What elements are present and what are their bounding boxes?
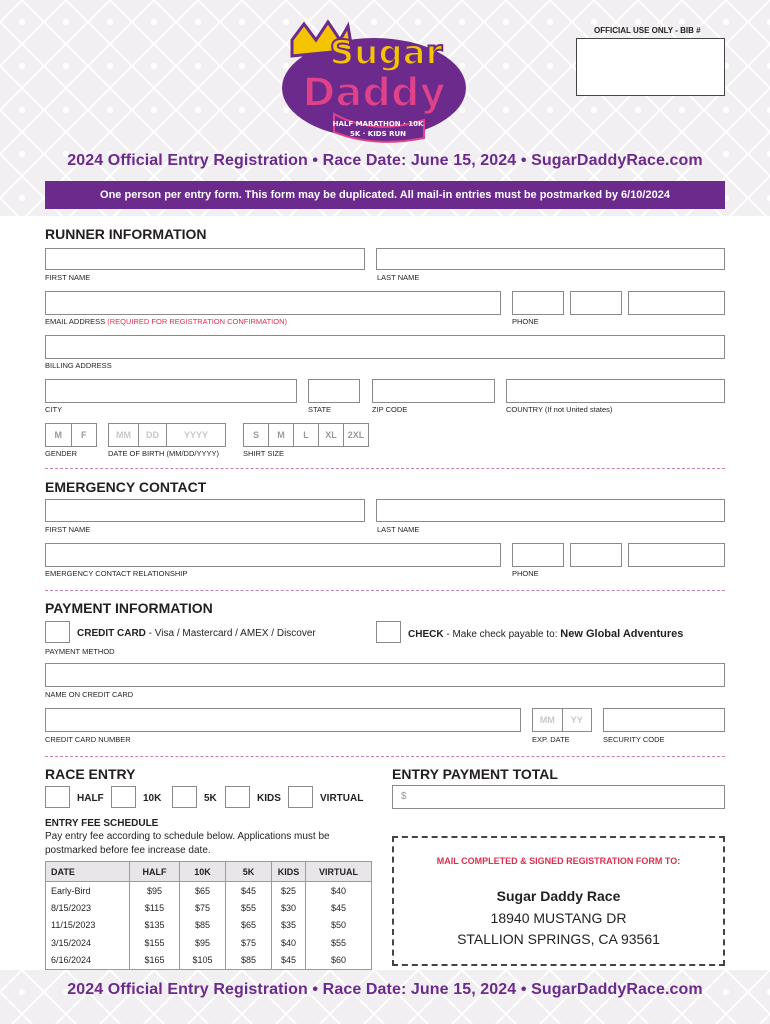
- credit-card-checkbox[interactable]: [45, 621, 70, 643]
- fee-cell: $45: [226, 882, 272, 900]
- fee-cell: $105: [180, 952, 226, 970]
- logo-ribbon1: HALF MARATHON · 10K: [332, 120, 424, 128]
- section-divider: [45, 756, 725, 757]
- city-label: CITY: [45, 405, 63, 414]
- fee-cell: $165: [130, 952, 180, 970]
- race-virtual-label: VIRTUAL: [320, 793, 364, 804]
- table-row: [46, 917, 372, 935]
- section-divider: [45, 590, 725, 591]
- fee-cell: $45: [306, 899, 372, 917]
- name-on-card-input[interactable]: [45, 663, 725, 687]
- shirt-option-s[interactable]: S: [244, 424, 269, 446]
- fee-cell: $85: [226, 952, 272, 970]
- fee-cell: $75: [180, 899, 226, 917]
- mail-heading: MAIL COMPLETED & SIGNED REGISTRATION FORM TO:: [436, 856, 681, 866]
- state-input[interactable]: [308, 379, 360, 403]
- runner-first-name-input[interactable]: [45, 248, 365, 270]
- state-label: STATE: [308, 405, 332, 414]
- fee-cell: $55: [306, 934, 372, 952]
- fee-table: [45, 861, 372, 970]
- fee-cell: $155: [130, 934, 180, 952]
- sugar-daddy-logo: [274, 16, 474, 148]
- fee-col-date: DATE: [46, 862, 130, 882]
- security-code-label: SECURITY CODE: [603, 735, 665, 744]
- emergency-first-name-label: FIRST NAME: [45, 525, 91, 534]
- emergency-phone-prefix-input[interactable]: [570, 543, 622, 567]
- fee-cell: $35: [272, 917, 306, 935]
- race-half-checkbox[interactable]: [45, 786, 70, 808]
- payment-method-label: PAYMENT METHOD: [45, 647, 115, 656]
- gender-selector[interactable]: [45, 423, 97, 447]
- runner-email-label: EMAIL ADDRESS (REQUIRED FOR REGISTRATION CONFIRMATION): [45, 317, 287, 326]
- dob-month[interactable]: MM: [109, 424, 139, 446]
- runner-section-title: RUNNER INFORMATION: [45, 226, 207, 242]
- footer-title: 2024 Official Entry Registration • Race Date: June 15, 2024 • SugarDaddyRace.com: [67, 981, 703, 998]
- city-input[interactable]: [45, 379, 297, 403]
- shirt-option-m[interactable]: M: [269, 424, 294, 446]
- logo-ribbon2: 5K · KIDS RUN: [349, 130, 407, 138]
- security-code-input[interactable]: [603, 708, 725, 732]
- fee-schedule-note: Pay entry fee according to schedule below. Applications must be postmarked before fee increase date.: [45, 831, 330, 856]
- fee-table-header: [46, 862, 372, 882]
- zip-label: ZIP CODE: [372, 405, 408, 414]
- gender-label: GENDER: [45, 449, 78, 458]
- fee-cell: $50: [306, 917, 372, 935]
- section-divider: [45, 468, 725, 469]
- exp-date-label: EXP. DATE: [532, 735, 570, 744]
- fee-cell: $65: [180, 882, 226, 900]
- fee-cell: 3/15/2024: [46, 934, 130, 952]
- email-required-note: (REQUIRED FOR REGISTRATION CONFIRMATION): [107, 317, 287, 326]
- fee-col-kids: KIDS: [272, 862, 306, 882]
- race-10k-label: 10K: [143, 793, 162, 804]
- fee-col-virtual: VIRTUAL: [306, 862, 372, 882]
- emergency-relationship-input[interactable]: [45, 543, 501, 567]
- fee-cell: $75: [226, 934, 272, 952]
- gender-option-f[interactable]: F: [81, 430, 87, 440]
- exp-month[interactable]: MM: [533, 709, 563, 731]
- emergency-phone-line-input[interactable]: [628, 543, 725, 567]
- table-row: [46, 934, 372, 952]
- fee-cell: $40: [306, 882, 372, 900]
- fee-col-10k: 10K: [180, 862, 226, 882]
- fee-col-half: HALF: [130, 862, 180, 882]
- country-label: COUNTRY (If not United states): [506, 405, 613, 414]
- shirt-option-xl[interactable]: XL: [319, 424, 344, 446]
- fee-cell: Early-Bird: [46, 882, 130, 900]
- check-option: CHECK - Make check payable to: New Global Adventures: [408, 628, 684, 640]
- fee-cell: $25: [272, 882, 306, 900]
- emergency-last-name-label: LAST NAME: [377, 525, 420, 534]
- race-5k-checkbox[interactable]: [172, 786, 197, 808]
- card-number-label: CREDIT CARD NUMBER: [45, 735, 131, 744]
- fee-cell: $135: [130, 917, 180, 935]
- bib-label: OFFICIAL USE ONLY - BIB #: [594, 26, 701, 35]
- dob-label: DATE OF BIRTH (MM/DD/YYYY): [108, 449, 219, 458]
- fee-cell: $40: [272, 934, 306, 952]
- shirt-option-l[interactable]: L: [294, 424, 319, 446]
- billing-address-label: BILLING ADDRESS: [45, 361, 112, 370]
- fee-cell: $55: [226, 899, 272, 917]
- exp-year[interactable]: YY: [570, 715, 583, 725]
- table-row: [46, 952, 372, 970]
- fee-cell: 8/15/2023: [46, 899, 130, 917]
- fee-cell: 6/16/2024: [46, 952, 130, 970]
- notice-banner: One person per entry form. This form may be duplicated. All mail-in entries must be postmarked by 6/10/2024: [45, 181, 725, 209]
- zip-input[interactable]: [372, 379, 495, 403]
- logo-line2: Daddy: [302, 70, 446, 116]
- runner-phone-line-input[interactable]: [628, 291, 725, 315]
- fee-cell: $95: [130, 882, 180, 900]
- runner-last-name-input[interactable]: [376, 248, 725, 270]
- payment-total-title: ENTRY PAYMENT TOTAL: [392, 766, 558, 782]
- fee-cell: $45: [272, 952, 306, 970]
- fee-cell: $60: [306, 952, 372, 970]
- name-on-card-label: NAME ON CREDIT CARD: [45, 690, 134, 699]
- country-input[interactable]: [506, 379, 725, 403]
- card-number-input[interactable]: [45, 708, 521, 732]
- credit-card-option: CREDIT CARD - Visa / Mastercard / AMEX / Discover: [77, 628, 316, 639]
- runner-first-name-label: FIRST NAME: [45, 273, 91, 282]
- shirt-size-label: SHIRT SIZE: [243, 449, 284, 458]
- shirt-option-2xl[interactable]: 2XL: [347, 430, 365, 440]
- page-title: 2024 Official Entry Registration • Race Date: June 15, 2024 • SugarDaddyRace.com: [67, 152, 703, 169]
- race-half-label: HALF: [77, 793, 104, 804]
- emergency-phone-label: PHONE: [512, 569, 539, 578]
- race-entry-title: RACE ENTRY: [45, 766, 136, 782]
- fee-cell: $30: [272, 899, 306, 917]
- dob-input[interactable]: [108, 423, 226, 447]
- bib-box: [576, 38, 725, 96]
- race-5k-label: 5K: [204, 793, 217, 804]
- logo-line1: Sugar: [329, 33, 443, 73]
- billing-address-input[interactable]: [45, 335, 725, 359]
- check-checkbox[interactable]: [376, 621, 401, 643]
- race-10k-checkbox[interactable]: [111, 786, 136, 808]
- table-row: [46, 899, 372, 917]
- mail-city: STALLION SPRINGS, CA 93561: [457, 931, 660, 947]
- emergency-relationship-label: EMERGENCY CONTACT RELATIONSHIP: [45, 569, 188, 578]
- race-kids-label: KIDS: [257, 793, 281, 804]
- mail-recipient: Sugar Daddy Race: [496, 888, 621, 904]
- fee-cell: $65: [226, 917, 272, 935]
- runner-email-input[interactable]: [45, 291, 501, 315]
- fee-col-5k: 5K: [226, 862, 272, 882]
- dob-day[interactable]: DD: [139, 424, 167, 446]
- race-kids-checkbox[interactable]: [225, 786, 250, 808]
- dob-year[interactable]: YYYY: [183, 430, 208, 440]
- mail-street: 18940 MUSTANG DR: [490, 910, 627, 926]
- emergency-phone-area-input[interactable]: [512, 543, 564, 567]
- gender-option-m[interactable]: M: [46, 424, 72, 446]
- mail-address-box: [392, 836, 725, 966]
- runner-phone-area-input[interactable]: [512, 291, 564, 315]
- shirt-size-selector[interactable]: [243, 423, 369, 447]
- fee-cell: 11/15/2023: [46, 917, 130, 935]
- fee-cell: $115: [130, 899, 180, 917]
- currency-symbol: $: [401, 791, 407, 802]
- emergency-first-name-input[interactable]: [45, 499, 365, 522]
- emergency-last-name-input[interactable]: [376, 499, 725, 522]
- payment-section-title: PAYMENT INFORMATION: [45, 600, 213, 616]
- runner-last-name-label: LAST NAME: [377, 273, 420, 282]
- fee-cell: $95: [180, 934, 226, 952]
- emergency-section-title: EMERGENCY CONTACT: [45, 479, 207, 495]
- table-row: [46, 882, 372, 900]
- race-virtual-checkbox[interactable]: [288, 786, 313, 808]
- fee-schedule-title: ENTRY FEE SCHEDULE: [45, 818, 159, 829]
- exp-date-input[interactable]: [532, 708, 592, 732]
- runner-phone-prefix-input[interactable]: [570, 291, 622, 315]
- runner-phone-label: PHONE: [512, 317, 539, 326]
- payment-total-input[interactable]: [392, 785, 725, 809]
- fee-cell: $85: [180, 917, 226, 935]
